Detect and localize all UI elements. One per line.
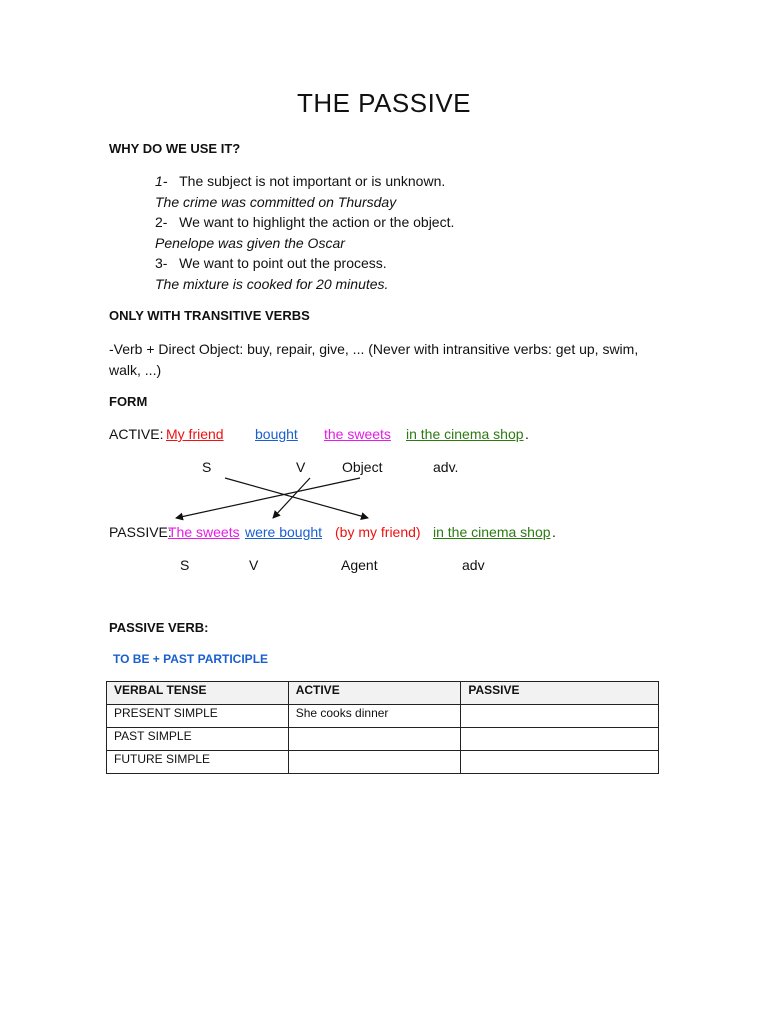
verb-to-verb-arrow xyxy=(273,478,310,518)
active-verb: bought xyxy=(255,426,298,442)
reason-1 xyxy=(155,173,445,189)
transitive-heading: ONLY WITH TRANSITIVE VERBS xyxy=(109,308,310,323)
active-cell xyxy=(288,751,461,774)
active-role-verb: V xyxy=(296,459,306,475)
table-row xyxy=(107,751,659,774)
header-passive: PASSIVE xyxy=(461,682,659,705)
passive-agent: (by my friend) xyxy=(335,524,421,540)
reason-example-3: The mixture is cooked for 20 minutes. xyxy=(155,276,389,292)
passive-verb-heading: PASSIVE VERB: xyxy=(109,620,209,635)
tense-table xyxy=(106,681,659,774)
passive-subject: The sweets xyxy=(168,524,240,540)
tense-cell: FUTURE SIMPLE xyxy=(107,751,289,774)
table-header-row xyxy=(107,682,659,705)
passive-period: . xyxy=(552,524,556,540)
passive-cell xyxy=(461,751,659,774)
reason-number: 2- xyxy=(155,214,168,230)
passive-role-adverbial: adv xyxy=(462,557,485,573)
reason-example-1: The crime was committed on Thursday xyxy=(155,194,397,210)
active-role-subject: S xyxy=(202,459,212,475)
why-heading: WHY DO WE USE IT? xyxy=(109,141,241,156)
reason-number: 3- xyxy=(155,255,168,271)
tense-cell: PRESENT SIMPLE xyxy=(107,705,289,728)
subject-to-agent-arrow xyxy=(225,478,368,518)
reason-text: We want to highlight the action or the object. xyxy=(179,214,455,230)
page-title: THE PASSIVE xyxy=(296,88,472,118)
active-role-object: Object xyxy=(342,459,383,475)
object-to-subject-arrow xyxy=(176,478,360,518)
transitive-line-2: walk, ...) xyxy=(109,362,162,378)
reason-2 xyxy=(155,214,454,230)
header-active: ACTIVE xyxy=(288,682,461,705)
passive-adverbial: in the cinema shop xyxy=(433,524,551,540)
active-cell xyxy=(288,728,461,751)
active-adverbial: in the cinema shop xyxy=(406,426,524,442)
form-heading: FORM xyxy=(109,394,148,409)
passive-role-subject: S xyxy=(180,557,190,573)
reason-text: We want to point out the process. xyxy=(179,255,387,271)
passive-role-verb: V xyxy=(249,557,259,573)
reason-example-2: Penelope was given the Oscar xyxy=(155,235,345,251)
reason-text: The subject is not important or is unknown. xyxy=(179,173,446,189)
tense-cell: PAST SIMPLE xyxy=(107,728,289,751)
table-row xyxy=(107,728,659,751)
passive-cell xyxy=(461,705,659,728)
active-role-adverbial: adv. xyxy=(433,459,459,475)
active-object: the sweets xyxy=(324,426,391,442)
active-cell: She cooks dinner xyxy=(288,705,461,728)
header-verbal-tense: VERBAL TENSE xyxy=(107,682,289,705)
passive-verb: were bought xyxy=(245,524,323,540)
active-period: . xyxy=(525,426,529,442)
reason-number: 1- xyxy=(155,173,168,189)
transitive-line-1: -Verb + Direct Object: buy, repair, give, ... (Never with intransitive verbs: get up, swim, xyxy=(109,341,639,357)
active-subject: My friend xyxy=(166,426,224,442)
passive-formula: TO BE + PAST PARTICIPLE xyxy=(113,652,269,666)
active-label: ACTIVE: xyxy=(109,426,164,442)
reason-3 xyxy=(155,255,387,271)
passive-role-agent: Agent xyxy=(341,557,378,573)
passive-label: PASSIVE: xyxy=(109,524,172,540)
passive-cell xyxy=(461,728,659,751)
table-row xyxy=(107,705,659,728)
